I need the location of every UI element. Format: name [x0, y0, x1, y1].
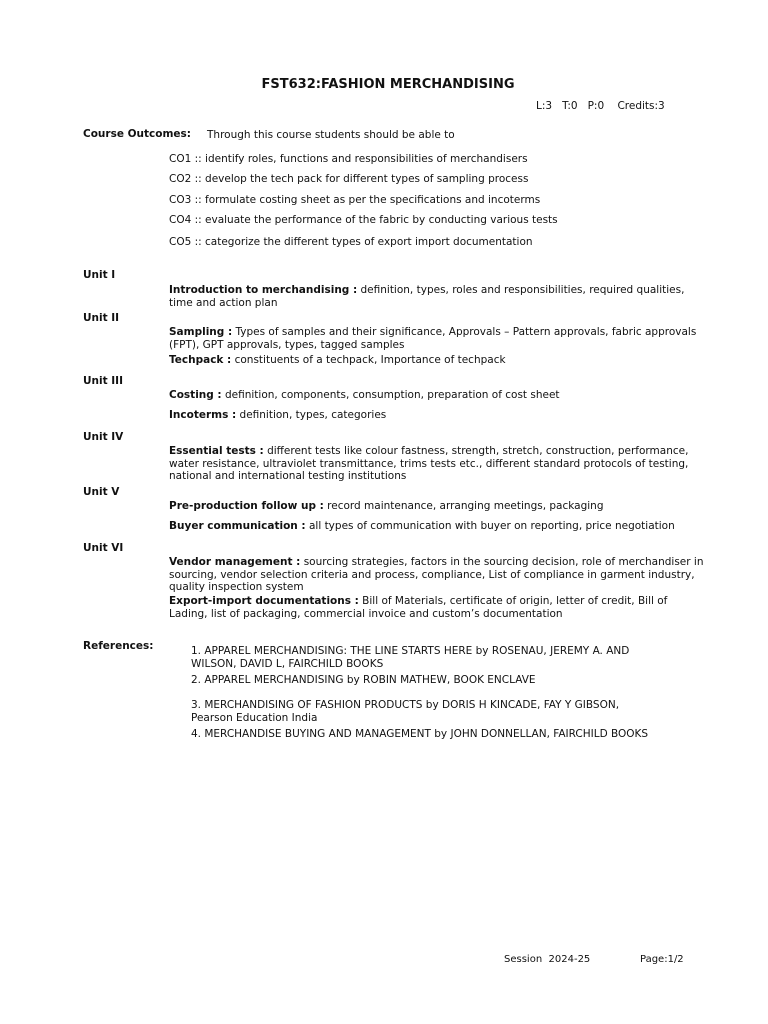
course-outcome-1: CO1 :: identify roles, functions and responsibilities of merchandisers: [169, 153, 528, 165]
unit-label: Unit II: [83, 312, 120, 324]
unit-topic: [169, 445, 709, 483]
topic-heading: Sampling :: [169, 326, 233, 338]
unit-topic: [169, 326, 709, 351]
topic-heading: Techpack :: [169, 354, 232, 366]
course-outcome-3: CO3 :: formulate costing sheet as per the specifications and incoterms: [169, 194, 541, 206]
topic-text: definition, types, roles and responsibilities, required qualities, time and action plan: [169, 284, 685, 309]
topic-text: all types of communication with buyer on reporting, price negotiation: [305, 520, 675, 532]
topic-text: sourcing strategies, factors in the sourcing decision, role of merchandiser in sourcing, vendor selection criteria and process, compliance, List of compliance in garment industry, quality inspection system: [169, 556, 704, 594]
topic-text: Bill of Materials, certificate of origin, letter of credit, Bill of Lading, list of packaging, commercial invoice and custom’s documentation: [169, 595, 668, 620]
course-outcome-4: CO4 :: evaluate the performance of the fabric by conducting various tests: [169, 214, 558, 226]
topic-text: different tests like colour fastness, strength, stretch, construction, performance, water resistance, ultraviolet transmittance, trims tests etc., different standard protocols of testing, national and international testing institutions: [169, 445, 689, 483]
page-title: FST632:FASHION MERCHANDISING: [261, 77, 515, 92]
credits-line: L:3 T:0 P:0 Credits:3: [536, 100, 665, 112]
reference-item: 4. MERCHANDISE BUYING AND MANAGEMENT by JOHN DONNELLAN, FAIRCHILD BOOKS: [191, 728, 649, 740]
topic-heading: Incoterms :: [169, 409, 237, 421]
unit-topic: [169, 284, 709, 309]
unit-topic: [169, 500, 709, 513]
unit-topic: [169, 595, 709, 620]
course-outcome-5: CO5 :: categorize the different types of export import documentation: [169, 236, 533, 248]
topic-heading: Costing :: [169, 389, 222, 401]
course-outcomes-heading: Course Outcomes:: [83, 128, 191, 140]
references-heading: References:: [83, 640, 154, 652]
unit-topic: [169, 354, 709, 367]
unit-label: Unit V: [83, 486, 120, 498]
unit-label: Unit IV: [83, 431, 124, 443]
session-label: Session 2024-25: [504, 954, 591, 965]
topic-text: Types of samples and their significance, Approvals – Pattern approvals, fabric approvals (FPT), GPT approvals, types, tagged samples: [169, 326, 697, 351]
unit-topic: [169, 389, 709, 402]
course-outcome-2: CO2 :: develop the tech pack for different types of sampling process: [169, 173, 529, 185]
topic-heading: Export-import documentations :: [169, 595, 359, 607]
unit-label: Unit III: [83, 375, 123, 387]
unit-topic: [169, 409, 709, 422]
topic-heading: Introduction to merchandising :: [169, 284, 358, 296]
topic-text: definition, components, consumption, preparation of cost sheet: [221, 389, 560, 401]
reference-item: 3. MERCHANDISING OF FASHION PRODUCTS by DORIS H KINCADE, FAY Y GIBSON, Pearson Education India: [191, 699, 620, 724]
unit-label: Unit VI: [83, 542, 124, 554]
topic-heading: Pre-production follow up :: [169, 500, 324, 512]
topic-text: record maintenance, arranging meetings, packaging: [323, 500, 604, 512]
topic-text: constituents of a techpack, Importance of techpack: [231, 354, 506, 366]
unit-topic: [169, 520, 709, 533]
topic-heading: Essential tests :: [169, 445, 264, 457]
course-outcomes-intro: Through this course students should be able to: [207, 129, 455, 141]
topic-text: definition, types, categories: [236, 409, 387, 421]
reference-item: 2. APPAREL MERCHANDISING by ROBIN MATHEW, BOOK ENCLAVE: [191, 674, 536, 686]
topic-heading: Vendor management :: [169, 556, 301, 568]
unit-topic: [169, 556, 709, 594]
page-number: Page:1/2: [640, 954, 684, 965]
topic-heading: Buyer communication :: [169, 520, 306, 532]
unit-label: Unit I: [83, 269, 116, 281]
reference-item: 1. APPAREL MERCHANDISING: THE LINE STARTS HERE by ROSENAU, JEREMY A. AND WILSON, DAVID L, FAIRCHILD BOOKS: [191, 645, 630, 670]
